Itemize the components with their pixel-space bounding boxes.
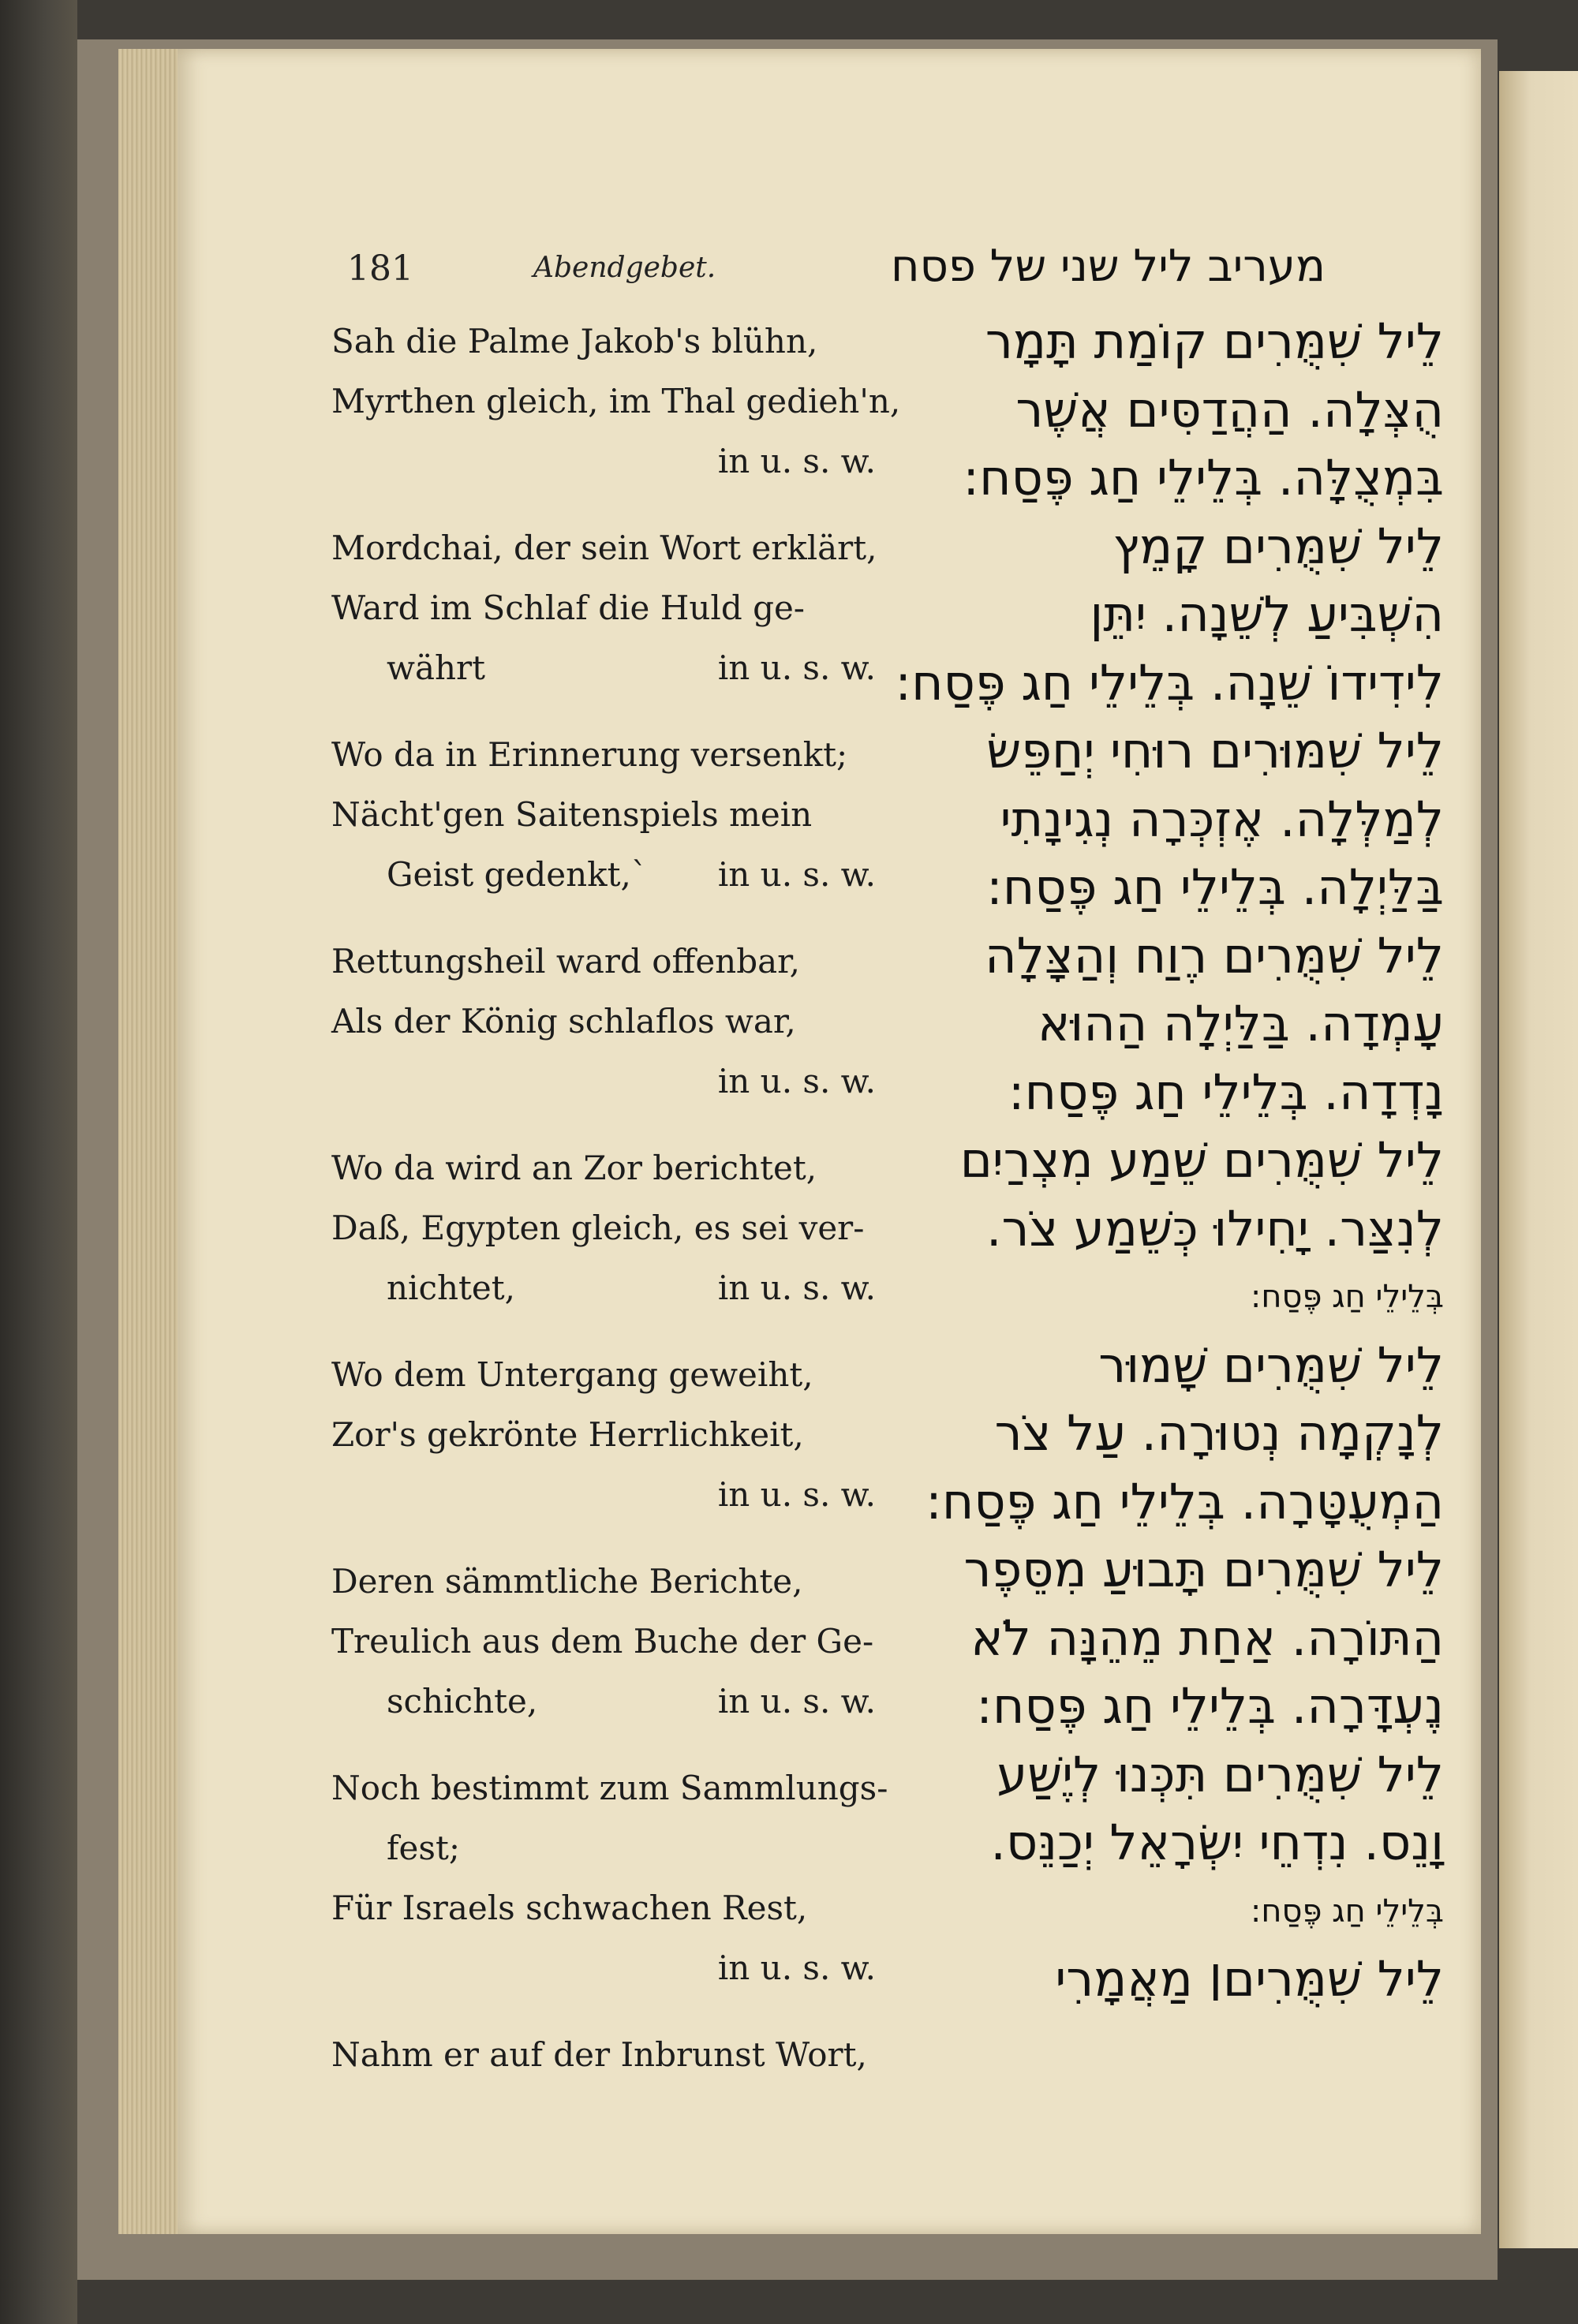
german-line: Zor's gekrönte Herrlichkeit, <box>331 1415 804 1454</box>
book-cover-edge <box>0 0 77 2324</box>
german-stanza <box>331 932 876 1112</box>
hebrew-line: הַמְעֻטָּרָה. בְּלֵילֵי חַג פֶּסַח: <box>925 1472 1444 1530</box>
hebrew-line: נֶעְדָּרָה. בְּלֵילֵי חַג פֶּסַח: <box>976 1677 1444 1735</box>
hebrew-line: נָדְדָה. בְּלֵילֵי חַג פֶּסַח: <box>1008 1063 1444 1121</box>
hebrew-line: לְנָקְמָה נְטוּרָה. עַל צֹר <box>994 1404 1444 1462</box>
german-column <box>331 312 901 2112</box>
hebrew-line: הַתּוֹרָה. אַחַת מֵהֵנָּה לֹא <box>970 1608 1444 1667</box>
german-line <box>331 845 876 905</box>
german-line-continuation: nichtet, <box>387 1268 516 1307</box>
german-stanza <box>331 1758 888 1998</box>
hebrew-line: בִּמְצֻלָּה. בְּלֵילֵי חַג פֶּסַח: <box>963 449 1444 506</box>
hebrew-line: לֵיל שִׁמֻּרִים קוֹמַת תָּמָר <box>985 312 1444 370</box>
german-line: fest; <box>387 1829 460 1867</box>
hebrew-line: לִידִידוֹ שֵׁנָה. בְּלֵילֵי חַג פֶּסַח: <box>895 653 1444 712</box>
german-line <box>331 1672 876 1732</box>
hebrew-line: לֵיל שִׁמֻּרִים שָׁמוּר <box>1098 1336 1444 1394</box>
german-line-continuation: schichte, <box>387 1682 538 1721</box>
hebrew-line: בַּלַּיְלָה. בְּלֵילֵי חַג פֶּסַח: <box>986 858 1444 916</box>
german-stanza <box>331 518 876 698</box>
running-title: Abendgebet. <box>533 252 716 284</box>
page-edges <box>118 49 181 2234</box>
german-line <box>331 1258 876 1318</box>
refrain-abbreviation: in u. s. w. <box>717 442 876 480</box>
german-line: Sah die Palme Jakob's blühn, <box>331 322 818 361</box>
hebrew-line: בְּלֵילֵי חַג פֶּסַח: <box>1250 1892 1444 1930</box>
german-line <box>331 638 876 698</box>
german-line: Mordchai, der sein Wort erklärt, <box>331 529 877 567</box>
german-stanza <box>331 2025 876 2085</box>
german-line: Rettungsheil ward offenbar, <box>331 942 800 981</box>
german-line: Deren sämmtliche Berichte, <box>331 1562 803 1601</box>
refrain-abbreviation: in u. s. w. <box>717 1062 876 1100</box>
german-line: Für Israels schwachen Rest, <box>331 1889 808 1927</box>
hebrew-line: לֵיל שִׁמֻּרִים תִּכְּנוּ לְיֶשַׁע <box>997 1745 1444 1803</box>
german-line-continuation: währt <box>387 648 485 687</box>
hebrew-line: לֵיל שִׁמֻּרִים תָּבוּעַ מִסֵּפֶר <box>963 1541 1444 1598</box>
refrain-abbreviation: in u. s. w. <box>717 855 876 894</box>
hebrew-line: לֵיל שִׁמֻּרִים קָמֵץ <box>1112 517 1444 575</box>
hebrew-line: לְמַלְּלָה. אֶזְכְּרָה נְגִינָתִי <box>1000 790 1444 848</box>
german-line: Daß, Egypten gleich, es sei ver- <box>331 1209 865 1247</box>
german-line: Wo dem Untergang geweiht, <box>331 1355 813 1394</box>
german-stanza <box>331 1138 876 1318</box>
german-line: Nächt'gen Saitenspiels mein <box>331 795 813 834</box>
page-header <box>347 241 1326 296</box>
hebrew-line: לֵיל שִׁמּוּרִים רוּחִי יְחַפֵּשׂ <box>986 722 1444 779</box>
german-line: Treulich aus dem Buche der Ge- <box>331 1622 874 1661</box>
refrain-abbreviation: in u. s. w. <box>717 648 876 687</box>
hebrew-line: לְנִצַּר. יָחִילוּ כְּשֵׁמַע צֹר. <box>985 1199 1444 1257</box>
german-line: Myrthen gleich, im Thal gedieh'n, <box>331 382 901 420</box>
refrain-abbreviation: in u. s. w. <box>717 1948 876 1987</box>
refrain-abbreviation: in u. s. w. <box>717 1268 876 1307</box>
hebrew-line: לֵיל שִׁמֻּרִים׀ מַאֲמָרִי <box>1055 1950 1444 2008</box>
german-line: Nahm er auf der Inbrunst Wort, <box>331 2035 867 2074</box>
hebrew-line: הֻצְּלָה. הַהֲדַסִּים אֲשֶׁר <box>1015 380 1444 439</box>
german-line: Wo da in Erinnerung versenkt; <box>331 735 848 774</box>
german-line-continuation: Geist gedenkt,` <box>387 855 648 894</box>
hebrew-running-title: מעריב ליל שני של פסח <box>890 241 1326 292</box>
hebrew-line: בְּלֵילֵי חַג פֶּסַח: <box>1250 1279 1444 1315</box>
hebrew-line: עָמְדָה. בַּלַּיְלָה הַהוּא <box>1037 995 1444 1052</box>
german-line: Wo da wird an Zor berichtet, <box>331 1149 817 1187</box>
hebrew-line: לֵיל שִׁמֻּרִים שֵׁמַע מִצְרַיִם <box>959 1131 1444 1189</box>
hebrew-column <box>884 308 1444 2014</box>
hebrew-line: הִשְׁבִּיעַ לְשֵׁנָה. יִתֵּן <box>1090 585 1444 643</box>
german-stanza <box>331 1552 876 1732</box>
german-stanza <box>331 725 876 905</box>
hebrew-line: וָנֵס. נִדְחֵי יִשְׂרָאֵל יְכַנֵּס. <box>990 1814 1444 1871</box>
hebrew-line: לֵיל שִׁמֻּרִים רֶוַח וְהַצָּלָה <box>985 926 1444 985</box>
page-number: 181 <box>347 248 413 289</box>
refrain-abbreviation: in u. s. w. <box>717 1682 876 1721</box>
german-stanza <box>331 312 901 491</box>
facing-page-edge <box>1499 71 1578 2248</box>
refrain-abbreviation: in u. s. w. <box>717 1475 876 1514</box>
german-line: Noch bestimmt zum Sammlungs- <box>331 1769 888 1807</box>
german-line: Ward im Schlaf die Huld ge- <box>331 588 805 627</box>
german-line: Als der König schlaflos war, <box>331 1002 796 1041</box>
german-stanza <box>331 1345 876 1525</box>
